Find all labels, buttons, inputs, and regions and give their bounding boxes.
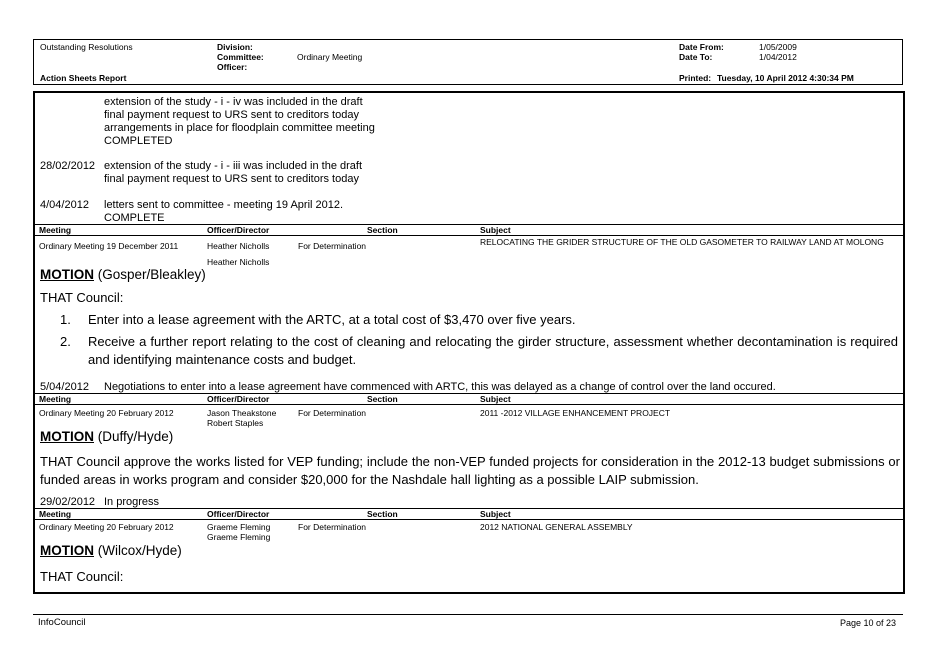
col-officer: Officer/Director bbox=[207, 394, 270, 404]
col-officer: Officer/Director bbox=[207, 509, 270, 519]
note-date: 29/02/2012 bbox=[40, 496, 96, 508]
col-section: Section bbox=[367, 225, 398, 235]
note-line: extension of the study - i - iii was included in the draft bbox=[104, 160, 363, 172]
item-meeting: Ordinary Meeting 19 December 2011 bbox=[39, 241, 179, 251]
date-to-label: Date To: bbox=[679, 52, 713, 62]
motion-movers: (Duffy/Hyde) bbox=[94, 429, 174, 444]
item-subject: 2012 NATIONAL GENERAL ASSEMBLY bbox=[480, 522, 633, 532]
list-number: 1. bbox=[60, 312, 71, 327]
motion-word: MOTION bbox=[40, 267, 94, 282]
col-subject: Subject bbox=[480, 394, 511, 404]
date-from-value: 1/05/2009 bbox=[759, 42, 797, 52]
note-line: final payment request to URS sent to creditors today bbox=[104, 109, 359, 121]
note-line: arrangements in place for floodplain committee meeting bbox=[104, 122, 375, 134]
motion-word: MOTION bbox=[40, 543, 94, 558]
motion-heading bbox=[40, 267, 206, 283]
col-section: Section bbox=[367, 509, 398, 519]
note-line: COMPLETED bbox=[104, 135, 173, 147]
column-header-bar bbox=[35, 393, 903, 405]
date-from-label: Date From: bbox=[679, 42, 724, 52]
motion-heading bbox=[40, 429, 173, 445]
item-section: For Determination bbox=[298, 522, 367, 532]
report-header bbox=[33, 39, 903, 85]
item-officer: Jason Theakstone bbox=[207, 408, 277, 418]
item-officer: Heather Nicholls bbox=[207, 241, 270, 251]
committee-label: Committee: bbox=[217, 52, 264, 62]
page-number: Page 10 of 23 bbox=[840, 618, 897, 628]
motion-movers: (Gosper/Bleakley) bbox=[94, 267, 206, 282]
item-section: For Determination bbox=[298, 241, 367, 251]
footer-rule bbox=[33, 614, 903, 615]
list-number: 2. bbox=[60, 334, 71, 349]
col-meeting: Meeting bbox=[39, 225, 72, 235]
note-line: final payment request to URS sent to creditors today bbox=[104, 173, 359, 185]
note-date: 5/04/2012 bbox=[40, 381, 89, 393]
motion-heading bbox=[40, 543, 182, 559]
item-section: For Determination bbox=[298, 408, 367, 418]
report-title: Outstanding Resolutions bbox=[40, 42, 133, 52]
col-meeting: Meeting bbox=[39, 509, 72, 519]
column-header-bar bbox=[35, 224, 903, 236]
motion-word: MOTION bbox=[40, 429, 94, 444]
note-line: letters sent to committee - meeting 19 April 2012. bbox=[104, 199, 344, 211]
column-header-bar bbox=[35, 508, 903, 520]
item-director: Heather Nicholls bbox=[207, 257, 270, 267]
note-date: 4/04/2012 bbox=[40, 199, 89, 211]
list-text: Enter into a lease agreement with the ARTC, at a total cost of $3,470 over five years. bbox=[88, 312, 576, 327]
item-meeting: Ordinary Meeting 20 February 2012 bbox=[39, 408, 174, 418]
date-to-value: 1/04/2012 bbox=[759, 52, 797, 62]
item-director: Graeme Fleming bbox=[207, 532, 271, 542]
report-type: Action Sheets Report bbox=[40, 73, 127, 83]
printed-value: Tuesday, 10 April 2012 4:30:34 PM bbox=[717, 73, 854, 83]
motion-intro: THAT Council: bbox=[40, 290, 124, 305]
motion-intro: THAT Council: bbox=[40, 569, 124, 584]
col-meeting: Meeting bbox=[39, 394, 72, 404]
resolutions-panel bbox=[33, 91, 905, 594]
committee-value: Ordinary Meeting bbox=[297, 52, 363, 62]
col-section: Section bbox=[367, 394, 398, 404]
note-text: In progress bbox=[104, 496, 160, 508]
note-date: 28/02/2012 bbox=[40, 160, 96, 172]
motion-body: THAT Council approve the works listed for VEP funding; include the non-VEP funded projects for consideration in the 2012-13 budget submissions or funded areas in works program and consider $20,000 for the Nashdale hall lighting as a possible LAIP submission. bbox=[40, 454, 900, 487]
list-text: Receive a further report relating to the cost of cleaning and relocating the girder structure, assessment whether decontamination is required and identifying maintenance costs and budget. bbox=[88, 334, 898, 367]
col-subject: Subject bbox=[480, 225, 511, 235]
officer-label: Officer: bbox=[217, 62, 248, 72]
motion-movers: (Wilcox/Hyde) bbox=[94, 543, 182, 558]
item-subject: RELOCATING THE GRIDER STRUCTURE OF THE OLD GASOMETER TO RAILWAY LAND AT MOLONG bbox=[480, 237, 884, 247]
note-text: Negotiations to enter into a lease agreement have commenced with ARTC, this was delayed as a change of control over the land occured. bbox=[104, 381, 776, 393]
division-label: Division: bbox=[217, 42, 253, 52]
note-line: COMPLETE bbox=[104, 212, 165, 224]
printed-label: Printed: bbox=[679, 73, 712, 83]
note-line: extension of the study - i - iv was included in the draft bbox=[104, 96, 363, 108]
col-officer: Officer/Director bbox=[207, 225, 270, 235]
footer-brand: InfoCouncil bbox=[38, 617, 86, 628]
item-subject: 2011 -2012 VILLAGE ENHANCEMENT PROJECT bbox=[480, 408, 671, 418]
item-director: Robert Staples bbox=[207, 418, 264, 428]
col-subject: Subject bbox=[480, 509, 511, 519]
item-officer: Graeme Fleming bbox=[207, 522, 271, 532]
item-meeting: Ordinary Meeting 20 February 2012 bbox=[39, 522, 174, 532]
